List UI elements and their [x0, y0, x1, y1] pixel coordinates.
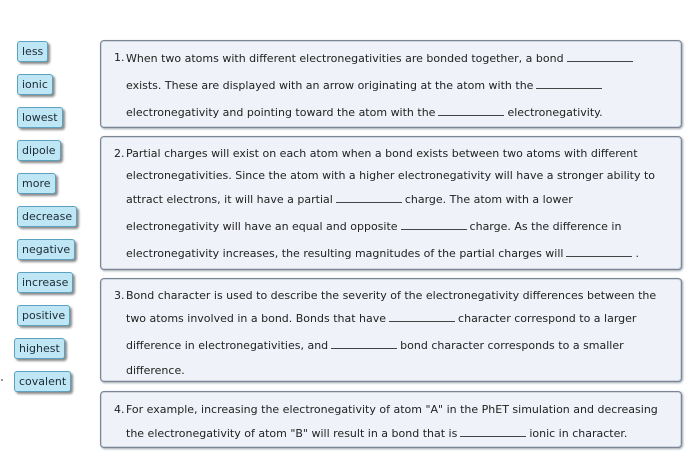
blank-drop-zone[interactable] [389, 311, 455, 322]
text-segment: charge. The atom with a lower [404, 193, 573, 206]
word-chip-increase[interactable]: increase [17, 272, 73, 293]
blank-drop-zone[interactable] [331, 338, 397, 349]
question-number: 4. [114, 403, 125, 416]
blank-drop-zone[interactable] [566, 246, 632, 257]
question-line [126, 169, 655, 182]
question-line [126, 219, 621, 233]
text-segment: Bond character is used to describe the severity of the electronegativity differences between the [126, 289, 657, 302]
text-segment: the electronegativity of atom "B" will result in a bond that is [126, 427, 458, 440]
text-segment: . [635, 247, 639, 260]
question-line [126, 105, 603, 119]
question-number: 3. [114, 289, 125, 302]
question-1-box [100, 40, 682, 128]
blank-drop-zone[interactable] [401, 219, 467, 230]
question-line [126, 192, 573, 206]
text-segment: character correspond to a larger [458, 312, 637, 325]
text-segment: bond character corresponds to a smaller [400, 339, 624, 352]
word-chip-ionic[interactable]: ionic [17, 74, 53, 95]
question-line [126, 311, 636, 325]
question-line [126, 403, 658, 416]
word-chip-covalent[interactable]: covalent [14, 371, 71, 392]
word-chip-negative[interactable]: negative [17, 239, 75, 260]
text-segment: electronegativity will have an equal and opposite [126, 220, 398, 233]
blank-drop-zone[interactable] [536, 78, 602, 89]
question-4-box [100, 391, 682, 448]
text-segment: electronegativities. Since the atom with a higher electronegativity will have a stronger ability to [126, 169, 656, 182]
question-line [126, 51, 636, 65]
blank-drop-zone[interactable] [460, 426, 526, 437]
text-segment: When two atoms with different electronegativities are bonded together, a bond [126, 52, 564, 65]
word-chip-positive[interactable]: positive [17, 305, 70, 326]
text-segment: Partial charges will exist on each atom when a bond exists between two atoms with different [126, 147, 638, 160]
text-segment: For example, increasing the electronegativity of atom "A" in the PhET simulation and decreasing [126, 403, 658, 416]
question-line [126, 78, 605, 92]
question-2-box [100, 136, 682, 270]
question-line [126, 338, 624, 352]
text-segment: difference in electronegativities, and [126, 339, 329, 352]
question-line [126, 426, 627, 440]
text-segment: attract electrons, it will have a partial [126, 193, 333, 206]
text-segment: electronegativity and pointing toward the atom with the [126, 106, 436, 119]
word-chip-decrease[interactable]: decrease [17, 206, 77, 227]
word-chip-lowest[interactable]: lowest [17, 107, 63, 128]
text-segment: two atoms involved in a bond. Bonds that have [126, 312, 387, 325]
word-chip-dipole[interactable]: dipole [17, 140, 61, 161]
word-chip-more[interactable]: more [17, 173, 56, 194]
question-number: 1. [114, 51, 125, 64]
question-line [126, 289, 656, 302]
question-line [126, 246, 639, 260]
text-segment: ionic in character. [529, 427, 628, 440]
word-chip-highest[interactable]: highest [14, 338, 65, 359]
text-segment: charge. As the difference in [469, 220, 622, 233]
text-segment: difference. [126, 364, 185, 377]
text-segment: exists. These are displayed with an arrow originating at the atom with the [126, 79, 534, 92]
word-bank [0, 0, 80, 457]
question-number: 2. [114, 147, 125, 160]
word-chip-less[interactable]: less [17, 41, 48, 62]
question-line [126, 147, 638, 160]
text-segment: electronegativity increases, the resulting magnitudes of the partial charges will [126, 247, 564, 260]
blank-drop-zone[interactable] [336, 192, 402, 203]
question-line [126, 364, 185, 377]
blank-drop-zone[interactable] [438, 105, 504, 116]
edge-mark [1, 379, 3, 381]
question-3-box [100, 278, 682, 382]
text-segment: electronegativity. [507, 106, 603, 119]
blank-drop-zone[interactable] [567, 51, 633, 62]
